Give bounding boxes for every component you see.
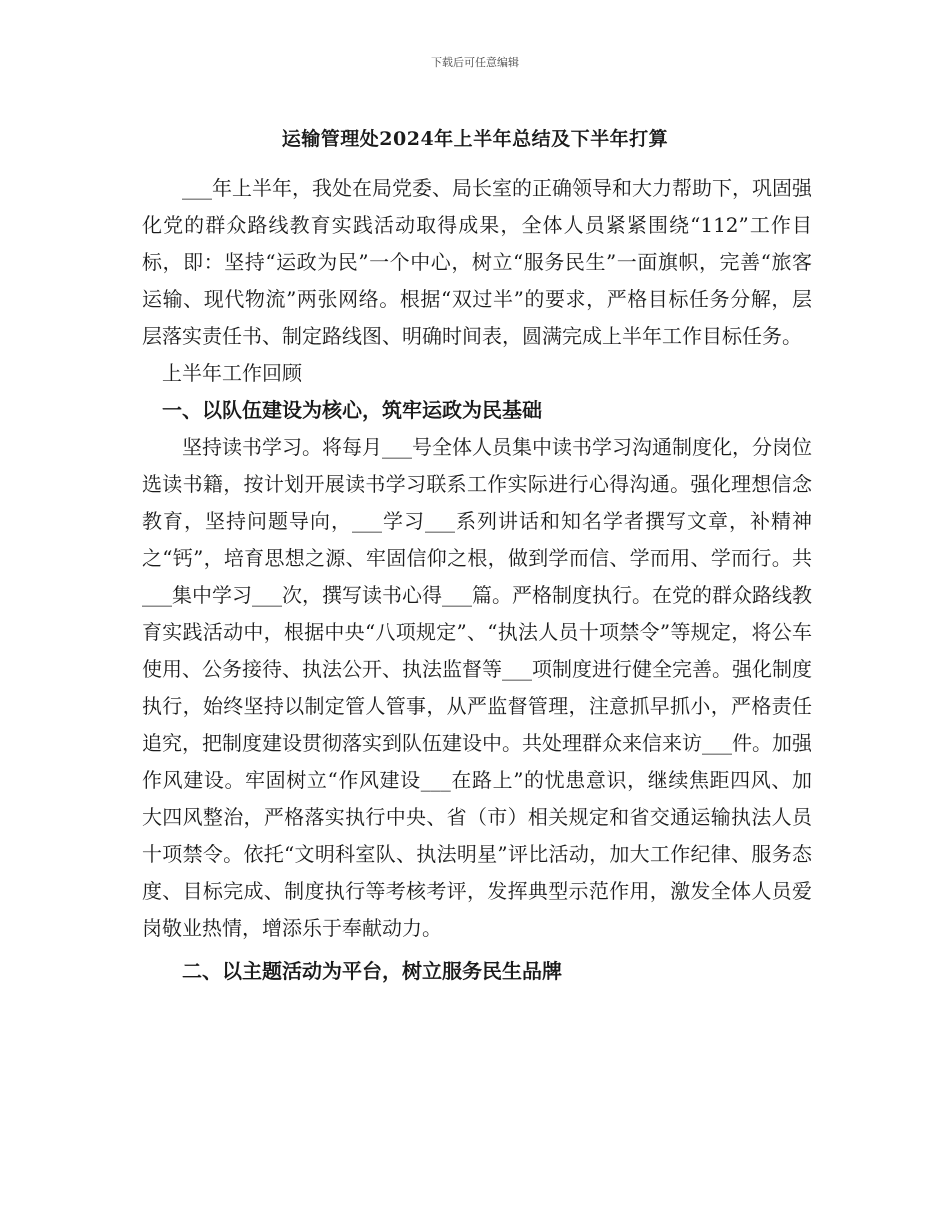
intro-paragraph: ___年上半年，我处在局党委、局长室的正确领导和大力帮助下，巩固强化党的群众路线教育实践活动取得成果，全体人员紧紧围绕“112”工作目标，即：坚持“运政为民”一个中心，树立“服务民生”一面旗帜，完善“旅客运输、现代物流”两张网络。根据“双过半”的要求，严格目标任务分解，层层落实责任书、制定路线图、明确时间表，圆满完成上半年工作目标任务。: [142, 176, 812, 348]
section1-heading: 一、以队伍建设为核心，筑牢运政为民基础: [162, 398, 542, 422]
section2-heading: 二、以主题活动为平台，树立服务民生品牌: [182, 959, 562, 983]
section1-paragraph: 坚持读书学习。将每月___号全体人员集中读书学习沟通制度化，分岗位选读书籍，按计划开展读书学习联系工作实际进行心得沟通。强化理想信念教育，坚持问题导向，___学习___系列讲话和知名学者撰写文章，补精神之“钙”，培育思想之源、牢固信仰之根，做到学而信、学而用、学而行。共___集中学习___次，撰写读书心得___篇。严格制度执行。在党的群众路线教育实践活动中，根据中央“八项规定”、“执法人员十项禁令”等规定，将公车使用、公务接待、执法公开、执法监督等___项制度进行健全完善。强化制度执行，始终坚持以制定管人管事，从严监督管理，注意抓早抓小，严格责任追究，把制度建设贯彻落实到队伍建设中。共处理群众来信来访___件。加强作风建设。牢固树立“作风建设___在路上”的忧患意识，继续焦距四风、加大四风整治，严格落实执行中央、省（市）相关规定和省交通运输执法人员十项禁令。依托“文明科室队、执法明星”评比活动，加大工作纪律、服务态度、目标完成、制度执行等考核考评，发挥典型示范作用，激发全体人员爱岗敬业热情，增添乐于奉献动力。: [142, 435, 812, 940]
review-label: 上半年工作回顾: [162, 361, 302, 385]
header-note: 下载后可任意编辑: [431, 56, 519, 69]
document-title: 运输管理处2024年上半年总结及下半年打算: [281, 128, 669, 150]
document-body: [142, 170, 812, 990]
